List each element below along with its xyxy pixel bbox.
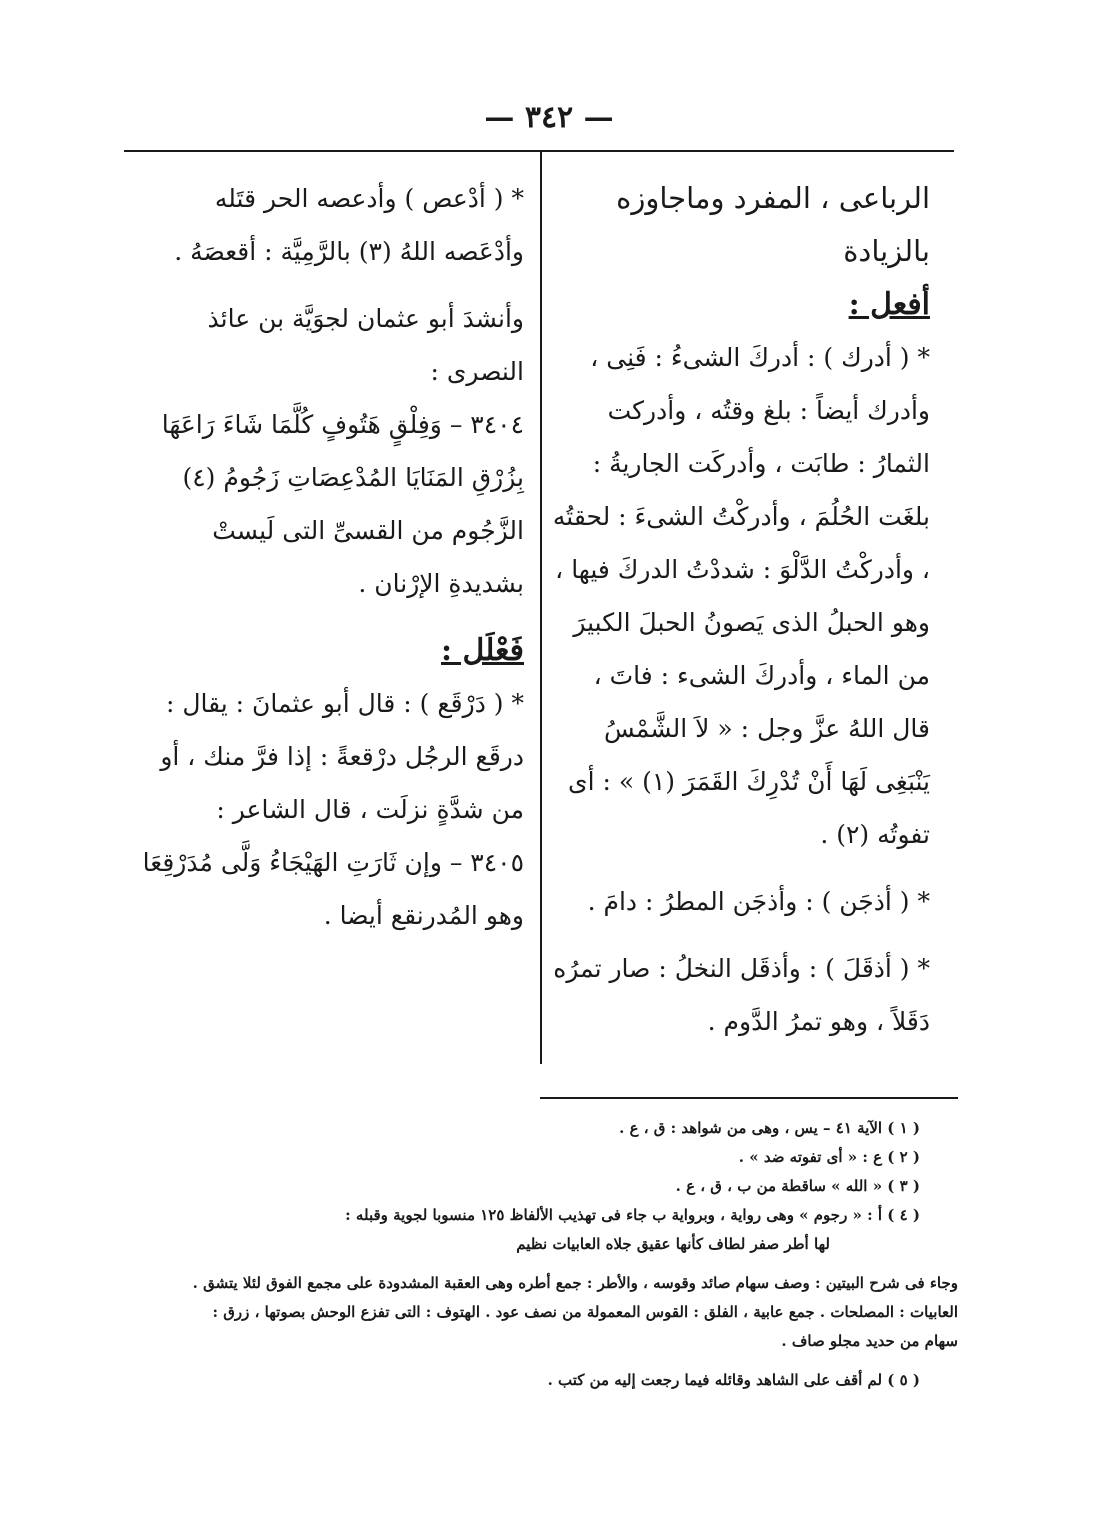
entry-adhjan: * ( أذجَن ) : وأذجَن المطرُ : دامَ . (587, 887, 930, 916)
gloss-zajum: الزَّجُوم من القسىِّ التى لَيستْ بشديدةِ الإرْنان . (212, 516, 524, 598)
entry-adas: * ( أدْعص ) وأدعصه الحر قتَله وأدْعَصه اللهُ (٣) بالرَّمِيَّة : أقعصَهُ . (174, 184, 524, 266)
footnote-5: ( ٥ ) لم أقف على الشاهد وقائله فيما رجعت إليه من كتب . (547, 1371, 920, 1389)
footnote-3: ( ٣ ) « الله » ساقطة من ب ، ق ، ع . (675, 1177, 920, 1195)
verse-3405: ٣٤٠٥ – وإن ثَارَتِ الهَيْجَاءُ وَلَّى مُدَرْقِعَا (142, 848, 524, 877)
footnote-4-commentary-3: سهام من حديد مجلو صاف . (781, 1332, 958, 1350)
page-number: — ٣٤٢ — (484, 100, 614, 135)
entry-adrak: * ( أدرك ) : أدركَ الشىءُ : فَنِى ، وأدرك أيضاً : بلغ وقتُه ، وأدركت الثمارُ : طابَت ، وأدركَت الجاريةُ : بلغَت الحُلُمَ ، وأدركْتُ الشىءَ : لحقتُه ، وأدركْتُ الدَّلْوَ : شددْتُ الدركَ فيها ، وهو الحبلُ الذى يَصونُ الحبلَ الكبيرَ من الماء ، وأدركَ الشىء : فاتَ ، قال اللهُ عزَّ وجل : « لاَ الشَّمْسُ يَنْبَغِى لَهَا أَنْ تُدْرِكَ القَمَرَ (١) » : أى تفوتُه (٢) . (552, 343, 930, 849)
footnote-4-commentary: وجاء فى شرح البيتين : وصف سهام صائد وقوسه ، والأطر : جمع أطره وهى العقبة المشدودة على مجمع الفوق لئلا يتشق . (192, 1274, 958, 1292)
verse-3404: ٣٤٠٤ – وَفِلْقٍ هَتُوفٍ كُلَّمَا شَاءَ رَاعَهَا (161, 410, 524, 439)
footnote-4-commentary-2: العابيات : المصلحات . جمع عابية ، الفلق : القوس المعمولة من نصف عود . الهتوف : التى تفزع الوحش بصوتها ، زرق : (212, 1303, 958, 1321)
footnote-1: ( ١ ) الآية ٤١ – يس ، وهى من شواهد : ق ، ع . (619, 1119, 920, 1137)
intro-verse-3404: وأنشدَ أبو عثمان لجوَيَّة بن عائذ النصرى : (207, 304, 524, 386)
footnote-2: ( ٢ ) ع : « أى تفوته ضد » . (738, 1148, 920, 1166)
column-divider (540, 152, 542, 1064)
footnote-rule (540, 1097, 958, 1099)
footnote-4-verse: لها أطر صفر لطاف كأنها عقيق جلاه العابيات نظيم (516, 1235, 830, 1253)
entry-adhqal: * ( أذقَلَ ) : وأذقَل النخلُ : صار تمرُه دَقَلاً ، وهو تمرُ الدَّوم . (553, 954, 930, 1036)
entry-darqa: * ( دَرْقَع ) : قال أبو عثمانَ : يقال : درقَع الرجُل درْقعةً : إذا فرَّ منك ، أو من شدَّةٍ نزلَت ، قال الشاعر : (160, 689, 524, 824)
header-rule (124, 150, 954, 152)
section-title: الرباعى ، المفرد وماجاوزه بالزيادة (616, 181, 930, 268)
footnotes (130, 1114, 958, 1395)
gloss-mudranqa: وهو المُدرنقع أيضا . (323, 901, 524, 930)
footnote-4: ( ٤ ) أ : « رجوم » وهى رواية ، وبرواية ب جاء فى تهذيب الألفاظ ١٢٥ منسوبا لجوية وقبله : (345, 1206, 920, 1224)
verse-3404-second-half: بِزُرْقِ المَنَايَا المُدْعِصَاتِ زَجُومُ (٤) (182, 463, 524, 492)
right-column (548, 172, 930, 1062)
heading-falal: فَعْلَل : (441, 633, 524, 668)
left-column (132, 172, 524, 942)
heading-afal: أفعل : (848, 287, 930, 322)
